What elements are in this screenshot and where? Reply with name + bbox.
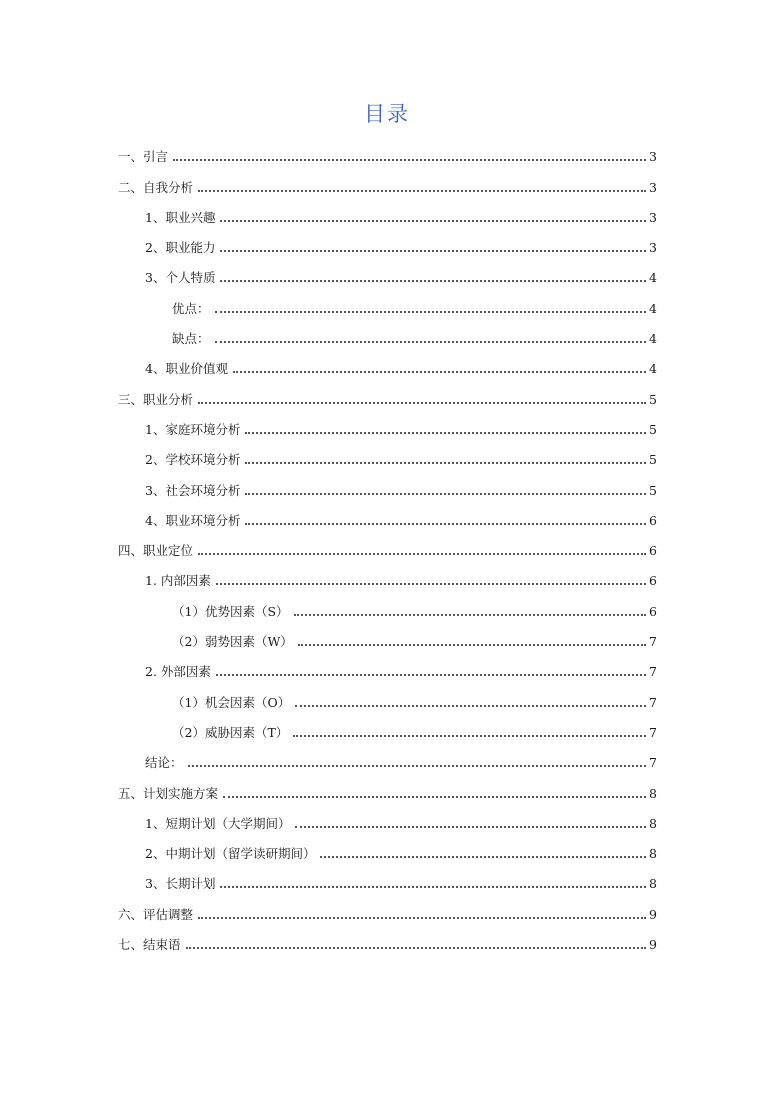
toc-entry[interactable]: [118, 685, 657, 715]
toc-dot-leader: [186, 947, 646, 949]
toc-dot-leader: [173, 159, 646, 161]
toc-entry-page-number: 4: [649, 270, 657, 286]
toc-entry-page-number: 6: [649, 603, 657, 619]
toc-dot-leader: [220, 886, 646, 888]
toc-entry-label: 3、社会环境分析: [145, 482, 241, 498]
toc-entry-label: 1、职业兴趣: [145, 209, 216, 225]
toc-entry[interactable]: [118, 534, 657, 564]
toc-dot-leader: [293, 735, 646, 737]
toc-dot-leader: [245, 432, 646, 434]
toc-entry[interactable]: [118, 716, 657, 746]
toc-entry-label: 1. 内部因素: [145, 573, 211, 589]
toc-entry-page-number: 6: [649, 512, 657, 528]
toc-entry-page-number: 8: [649, 846, 657, 862]
toc-entry[interactable]: [118, 594, 657, 624]
toc-entry-label: 1、短期计划（大学期间）: [145, 815, 291, 831]
toc-entry-page-number: 7: [649, 724, 657, 740]
toc-entry-page-number: 8: [649, 785, 657, 801]
toc-dot-leader: [295, 705, 646, 707]
toc-entry[interactable]: [118, 231, 657, 261]
toc-entry[interactable]: [118, 140, 657, 170]
toc-entry-label: 4、职业环境分析: [145, 512, 241, 528]
toc-entry-page-number: 3: [649, 149, 657, 165]
toc-entry-label: 三、职业分析: [118, 391, 194, 407]
toc-entry[interactable]: [118, 625, 657, 655]
toc-dot-leader: [294, 614, 646, 616]
toc-entry[interactable]: [118, 443, 657, 473]
toc-entry-page-number: 5: [649, 421, 657, 437]
toc-dot-leader: [198, 190, 646, 192]
toc-entry[interactable]: [118, 928, 657, 958]
toc-entry-label: （2）弱势因素（W）: [172, 634, 293, 650]
toc-dot-leader: [220, 250, 646, 252]
toc-entry[interactable]: [118, 807, 657, 837]
toc-entry-page-number: 6: [649, 543, 657, 559]
toc-entry[interactable]: [118, 352, 657, 382]
toc-entry-label: 2、中期计划（留学读研期间）: [145, 846, 316, 862]
toc-entry-page-number: 3: [649, 209, 657, 225]
toc-entry-page-number: 9: [649, 906, 657, 922]
toc-dot-leader: [198, 553, 646, 555]
toc-dot-leader: [245, 523, 646, 525]
toc-entry[interactable]: [118, 473, 657, 503]
toc-dot-leader: [320, 856, 646, 858]
toc-entry-label: 4、职业价值观: [145, 361, 228, 377]
toc-entry-page-number: 8: [649, 815, 657, 831]
toc-dot-leader: [198, 402, 646, 404]
toc-entry-label: 优点：: [172, 300, 210, 316]
toc-entry[interactable]: [118, 564, 657, 594]
toc-entry-label: 七、结束语: [118, 937, 181, 953]
toc-dot-leader: [245, 493, 646, 495]
toc-entry[interactable]: [118, 382, 657, 412]
toc-dot-leader: [215, 311, 646, 313]
toc-entry[interactable]: [118, 837, 657, 867]
toc-entry[interactable]: [118, 291, 657, 321]
toc-entry-label: 六、评估调整: [118, 906, 194, 922]
toc-list: [118, 140, 657, 958]
toc-entry-page-number: 7: [649, 755, 657, 771]
toc-entry[interactable]: [118, 776, 657, 806]
toc-dot-leader: [295, 826, 646, 828]
toc-dot-leader: [223, 796, 646, 798]
toc-entry-label: 2、学校环境分析: [145, 452, 241, 468]
toc-entry-label: （2）威胁因素（T）: [172, 724, 289, 740]
toc-entry-page-number: 5: [649, 391, 657, 407]
toc-entry[interactable]: [118, 322, 657, 352]
toc-title: 目录: [364, 102, 410, 126]
toc-entry-label: 一、引言: [118, 149, 169, 165]
toc-entry[interactable]: [118, 413, 657, 443]
toc-entry-page-number: 4: [649, 300, 657, 316]
toc-dot-leader: [188, 765, 646, 767]
toc-entry-page-number: 7: [649, 634, 657, 650]
toc-entry-label: （1）机会因素（O）: [172, 694, 291, 710]
toc-entry-label: 缺点：: [172, 331, 210, 347]
toc-entry-label: 四、职业定位: [118, 543, 194, 559]
toc-entry[interactable]: [118, 897, 657, 927]
toc-entry[interactable]: [118, 170, 657, 200]
toc-dot-leader: [198, 917, 646, 919]
toc-entry-label: 2、职业能力: [145, 240, 216, 256]
toc-entry-page-number: 5: [649, 452, 657, 468]
toc-entry[interactable]: [118, 504, 657, 534]
toc-entry[interactable]: [118, 261, 657, 291]
toc-entry-page-number: 3: [649, 179, 657, 195]
toc-entry-page-number: 3: [649, 240, 657, 256]
toc-dot-leader: [298, 644, 646, 646]
toc-entry-label: 五、计划实施方案: [118, 785, 219, 801]
toc-entry-page-number: 9: [649, 937, 657, 953]
toc-entry-label: 结论：: [145, 755, 183, 771]
toc-entry-page-number: 4: [649, 331, 657, 347]
toc-entry[interactable]: [118, 201, 657, 231]
toc-entry[interactable]: [118, 746, 657, 776]
toc-dot-leader: [220, 220, 646, 222]
toc-dot-leader: [220, 280, 646, 282]
toc-entry[interactable]: [118, 867, 657, 897]
toc-entry-label: 二、自我分析: [118, 179, 194, 195]
toc-entry-page-number: 7: [649, 664, 657, 680]
toc-entry-page-number: 6: [649, 573, 657, 589]
toc-entry-label: （1）优势因素（S）: [172, 603, 289, 619]
toc-entry-label: 1、家庭环境分析: [145, 421, 241, 437]
toc-dot-leader: [216, 674, 646, 676]
toc-entry-page-number: 5: [649, 482, 657, 498]
toc-entry-label: 3、个人特质: [145, 270, 216, 286]
toc-dot-leader: [245, 462, 646, 464]
toc-entry[interactable]: [118, 655, 657, 685]
toc-dot-leader: [233, 371, 646, 373]
toc-dot-leader: [215, 341, 646, 343]
toc-dot-leader: [216, 583, 646, 585]
toc-entry-label: 2. 外部因素: [145, 664, 211, 680]
toc-entry-page-number: 8: [649, 876, 657, 892]
toc-entry-label: 3、长期计划: [145, 876, 216, 892]
toc-entry-page-number: 7: [649, 694, 657, 710]
toc-entry-page-number: 4: [649, 361, 657, 377]
